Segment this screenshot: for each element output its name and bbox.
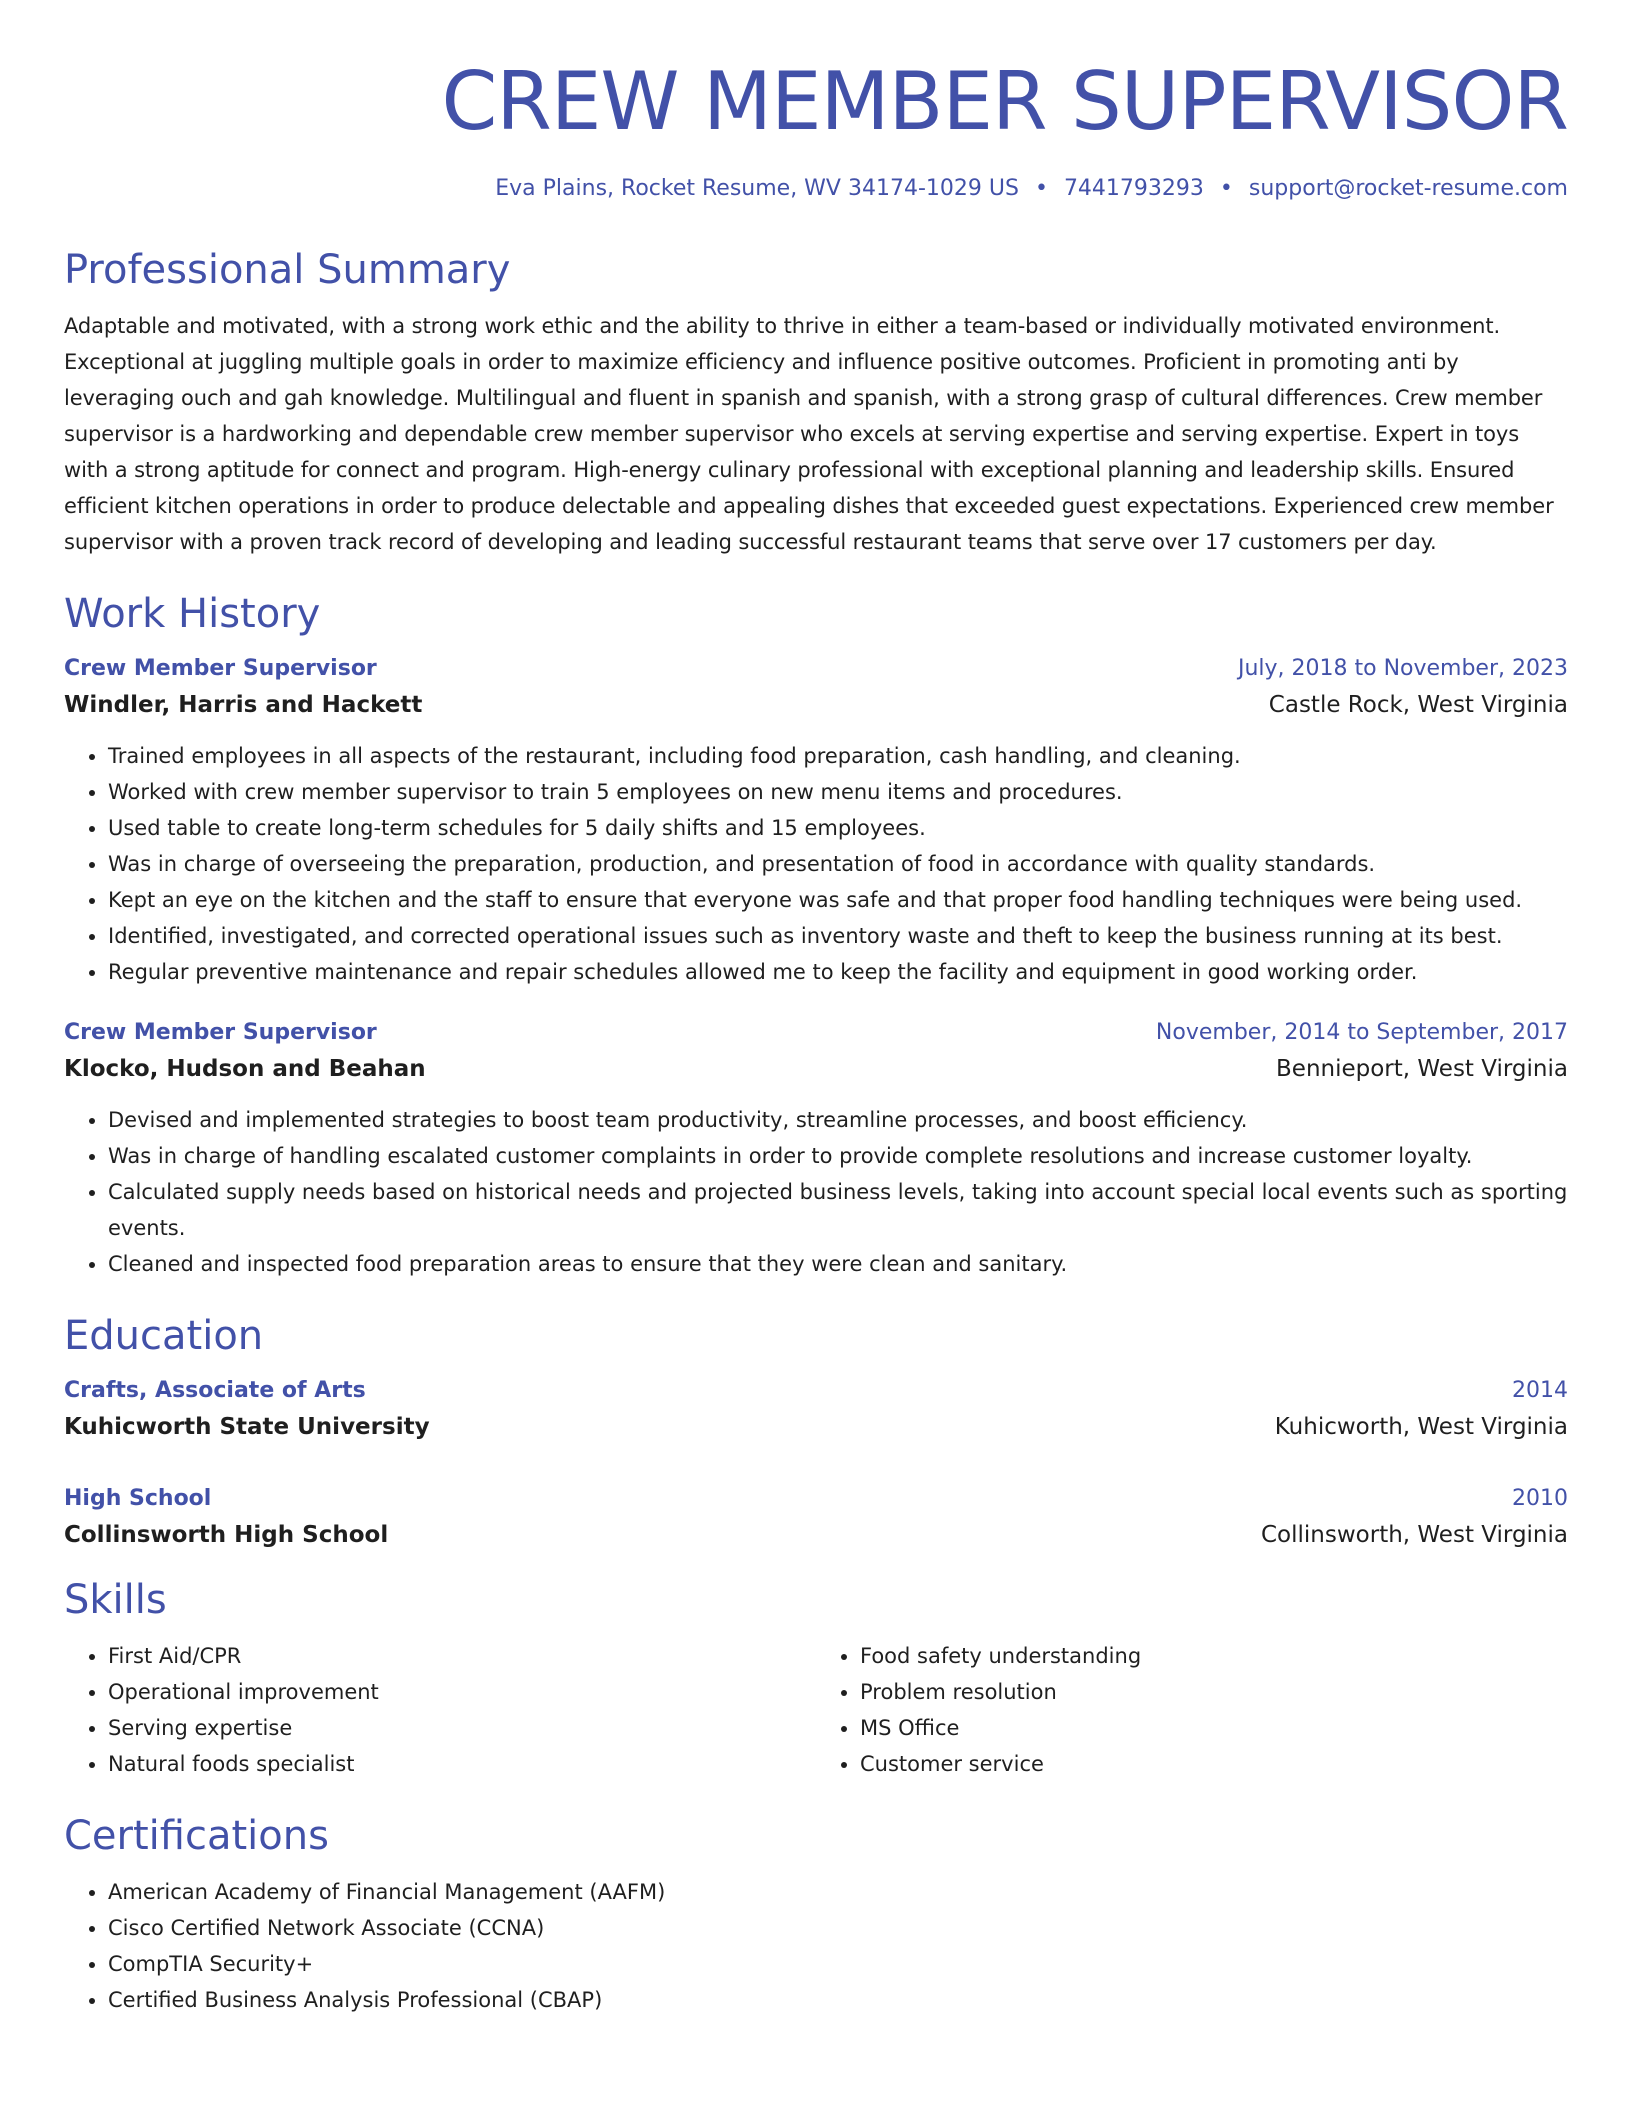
education-header xyxy=(64,1374,1568,1408)
job-bullet: • Cleaned and inspected food preparation areas to ensure that they were clean and sanitary. xyxy=(108,1246,1568,1282)
skills-column-right xyxy=(816,1638,1568,1782)
section-title-education: Education xyxy=(64,1313,264,1359)
education-section xyxy=(64,1312,1568,1554)
section-title-skills: Skills xyxy=(64,1577,167,1623)
job-bullet: • Devised and implemented strategies to boost team productivity, streamline processes, and boost efficiency. xyxy=(108,1102,1568,1138)
job-header xyxy=(64,652,1568,686)
education-school-row xyxy=(64,1408,1568,1446)
education-header xyxy=(64,1482,1568,1516)
education-school: Kuhicworth State University xyxy=(64,1414,430,1440)
job-bullets xyxy=(64,738,1568,990)
section-title-work-history: Work History xyxy=(64,591,321,637)
job-bullet: • Worked with crew member supervisor to train 5 employees on new menu items and procedures. xyxy=(108,774,1568,810)
skill-item: • Serving expertise xyxy=(108,1710,816,1746)
skill-item: • First Aid/CPR xyxy=(108,1638,816,1674)
contact-address: Eva Plains, Rocket Resume, WV 34174-1029 US xyxy=(495,176,1019,201)
skill-item: • Operational improvement xyxy=(108,1674,816,1710)
certification-item: • American Academy of Financial Management (AAFM) xyxy=(108,1874,1568,1910)
job-employer: Klocko, Hudson and Beahan xyxy=(64,1056,426,1082)
education-entry xyxy=(64,1374,1568,1446)
job-bullet: • Calculated supply needs based on historical needs and projected business levels, taking into account special local events such as sporting events. xyxy=(108,1174,1568,1246)
job-bullet: • Kept an eye on the kitchen and the staff to ensure that everyone was safe and that proper food handling techniques were being used. xyxy=(108,882,1568,918)
education-year: 2010 xyxy=(1512,1486,1568,1511)
resume-header xyxy=(64,0,1568,204)
certification-item: • Cisco Certified Network Associate (CCNA) xyxy=(108,1910,1568,1946)
skill-item: • Customer service xyxy=(860,1746,1568,1782)
candidate-title: CREW MEMBER SUPERVISOR xyxy=(441,55,1568,148)
job-entry xyxy=(64,652,1568,990)
education-location: Collinsworth, West Virginia xyxy=(1261,1522,1568,1548)
skill-item: • Food safety understanding xyxy=(860,1638,1568,1674)
contact-email[interactable]: support@rocket-resume.com xyxy=(1248,176,1568,201)
skills-section xyxy=(64,1576,1568,1782)
skills-grid xyxy=(64,1638,1568,1782)
section-title-certifications: Certifications xyxy=(64,1813,329,1859)
summary-section xyxy=(64,246,1568,560)
job-bullet: • Was in charge of handling escalated customer complaints in order to provide complete resolutions and increase customer loyalty. xyxy=(108,1138,1568,1174)
contact-phone: 7441793293 xyxy=(1063,176,1204,201)
education-degree: High School xyxy=(64,1486,212,1511)
job-bullets xyxy=(64,1102,1568,1282)
job-dates: July, 2018 to November, 2023 xyxy=(1237,656,1568,681)
job-dates: November, 2014 to September, 2017 xyxy=(1155,1020,1568,1045)
job-location: Bennieport, West Virginia xyxy=(1276,1056,1568,1082)
job-title: Crew Member Supervisor xyxy=(64,1020,377,1045)
education-year: 2014 xyxy=(1512,1378,1568,1403)
job-bullet: • Trained employees in all aspects of the restaurant, including food preparation, cash handling, and cleaning. xyxy=(108,738,1568,774)
skills-column-left xyxy=(64,1638,816,1782)
work-history-section xyxy=(64,590,1568,1282)
education-degree: Crafts, Associate of Arts xyxy=(64,1378,366,1403)
job-location: Castle Rock, West Virginia xyxy=(1268,692,1568,718)
contact-separator: • xyxy=(1034,176,1048,201)
job-title: Crew Member Supervisor xyxy=(64,656,377,681)
job-employer-row xyxy=(64,1050,1568,1088)
contact-separator: • xyxy=(1219,176,1233,201)
skill-item: • Natural foods specialist xyxy=(108,1746,816,1782)
skill-item: • Problem resolution xyxy=(860,1674,1568,1710)
section-title-summary: Professional Summary xyxy=(64,247,511,293)
job-entry xyxy=(64,1016,1568,1282)
certifications-section xyxy=(64,1812,1568,2018)
job-bullet: • Was in charge of overseeing the preparation, production, and presentation of food in accordance with quality standards. xyxy=(108,846,1568,882)
education-location: Kuhicworth, West Virginia xyxy=(1274,1414,1568,1440)
job-bullet: • Regular preventive maintenance and repair schedules allowed me to keep the facility and equipment in good working order. xyxy=(108,954,1568,990)
job-header xyxy=(64,1016,1568,1050)
summary-text: Adaptable and motivated, with a strong work ethic and the ability to thrive in either a team-based or individually motivated environment. Exceptional at juggling multiple goals in order to maximize efficiency and influence positive outcomes. Proficient in promoting anti by leveraging ouch and gah knowledge. Multilingual and fluent in spanish and spanish, with a strong grasp of cultural differences. Crew member supervisor is a hardworking and dependable crew member supervisor who excels at serving expertise and serving expertise. Expert in toys with a strong aptitude for connect and program. High-energy culinary professional with exceptional planning and leadership skills. Ensured efficient kitchen operations in order to produce delectable and appealing dishes that exceeded guest expectations. Experienced crew member supervisor with a proven track record of developing and leading successful restaurant teams that serve over 17 customers per day. xyxy=(64,314,1554,554)
certification-item: • CompTIA Security+ xyxy=(108,1946,1568,1982)
certification-item: • Certified Business Analysis Professional (CBAP) xyxy=(108,1982,1568,2018)
job-employer: Windler, Harris and Hackett xyxy=(64,692,423,718)
job-bullet: • Used table to create long-term schedules for 5 daily shifts and 15 employees. xyxy=(108,810,1568,846)
certifications-list xyxy=(64,1874,1568,2018)
skill-item: • MS Office xyxy=(860,1710,1568,1746)
job-employer-row xyxy=(64,686,1568,724)
education-entry xyxy=(64,1482,1568,1554)
contact-line xyxy=(64,174,1568,204)
job-bullet: • Identified, investigated, and corrected operational issues such as inventory waste and theft to keep the business running at its best. xyxy=(108,918,1568,954)
education-school: Collinsworth High School xyxy=(64,1522,389,1548)
education-school-row xyxy=(64,1516,1568,1554)
